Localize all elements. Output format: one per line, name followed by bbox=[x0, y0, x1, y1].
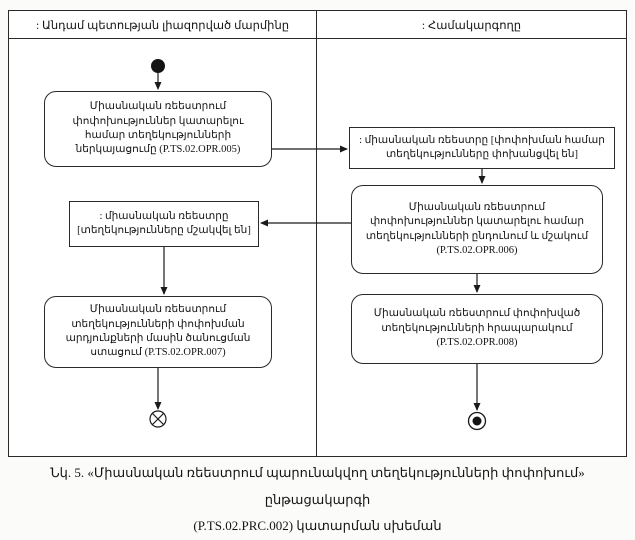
swimlane-header-coordinator-label: : Համակարգողը bbox=[421, 19, 522, 32]
activity-node-opr005 bbox=[44, 91, 272, 167]
activity-final-node-icon bbox=[469, 413, 486, 430]
swimlane-header-member-state-label: : Անդամ պետության լիազորված մարմինը bbox=[35, 19, 290, 32]
activity-node-opr006 bbox=[351, 185, 603, 274]
activity-node-opr006-label: Միասնական ռեեստրում փոփոխություններ կատարելու համար տեղեկությունների ընդունում և մշակում (P.TS.02.OPR.006) bbox=[365, 201, 589, 256]
figure-caption bbox=[0, 460, 635, 540]
flow-final-node-icon bbox=[150, 411, 166, 427]
object-node-registry-processed bbox=[69, 201, 259, 247]
figure-caption-line1: Նկ. 5. «Միասնական ռեեստրում պարունակվող տեղեկությունների փոփոխում» ընթացակարգի bbox=[50, 465, 585, 507]
swimlane-divider bbox=[316, 11, 317, 456]
initial-node-icon bbox=[151, 59, 165, 73]
activity-node-opr008 bbox=[351, 294, 603, 364]
swimlane-header-member-state bbox=[9, 11, 316, 39]
object-node-registry-transferred bbox=[349, 127, 615, 169]
activity-node-opr007-label: Միասնական ռեեստրում տեղեկությունների փոփոխման արդյունքների մասին ծանուցման ստացում (P.TS.02.OPR.007) bbox=[65, 304, 251, 359]
activity-node-opr008-label: Միասնական ռեեստրում փոփոխված տեղեկությունների հրապարակում (P.TS.02.OPR.008) bbox=[373, 308, 581, 349]
activity-node-opr005-label: Միասնական ռեեստրում փոփոխություններ կատարելու համար տեղեկությունների ներկայացումը (P.TS.02.OPR.005) bbox=[72, 101, 244, 156]
swimlane-header-coordinator bbox=[317, 11, 626, 39]
activity-diagram-frame bbox=[8, 10, 627, 457]
figure-caption-line2: (P.TS.02.PRC.002) կատարման սխեման bbox=[193, 518, 442, 534]
object-node-registry-transferred-label: : միասնական ռեեստրը [փոփոխման համար տեղեկությունները փոխանցվել են] bbox=[359, 134, 605, 160]
activity-node-opr007 bbox=[44, 296, 272, 368]
object-node-registry-processed-label: : միասնական ռեեստրը [տեղեկությունները մշակվել են] bbox=[77, 210, 251, 236]
